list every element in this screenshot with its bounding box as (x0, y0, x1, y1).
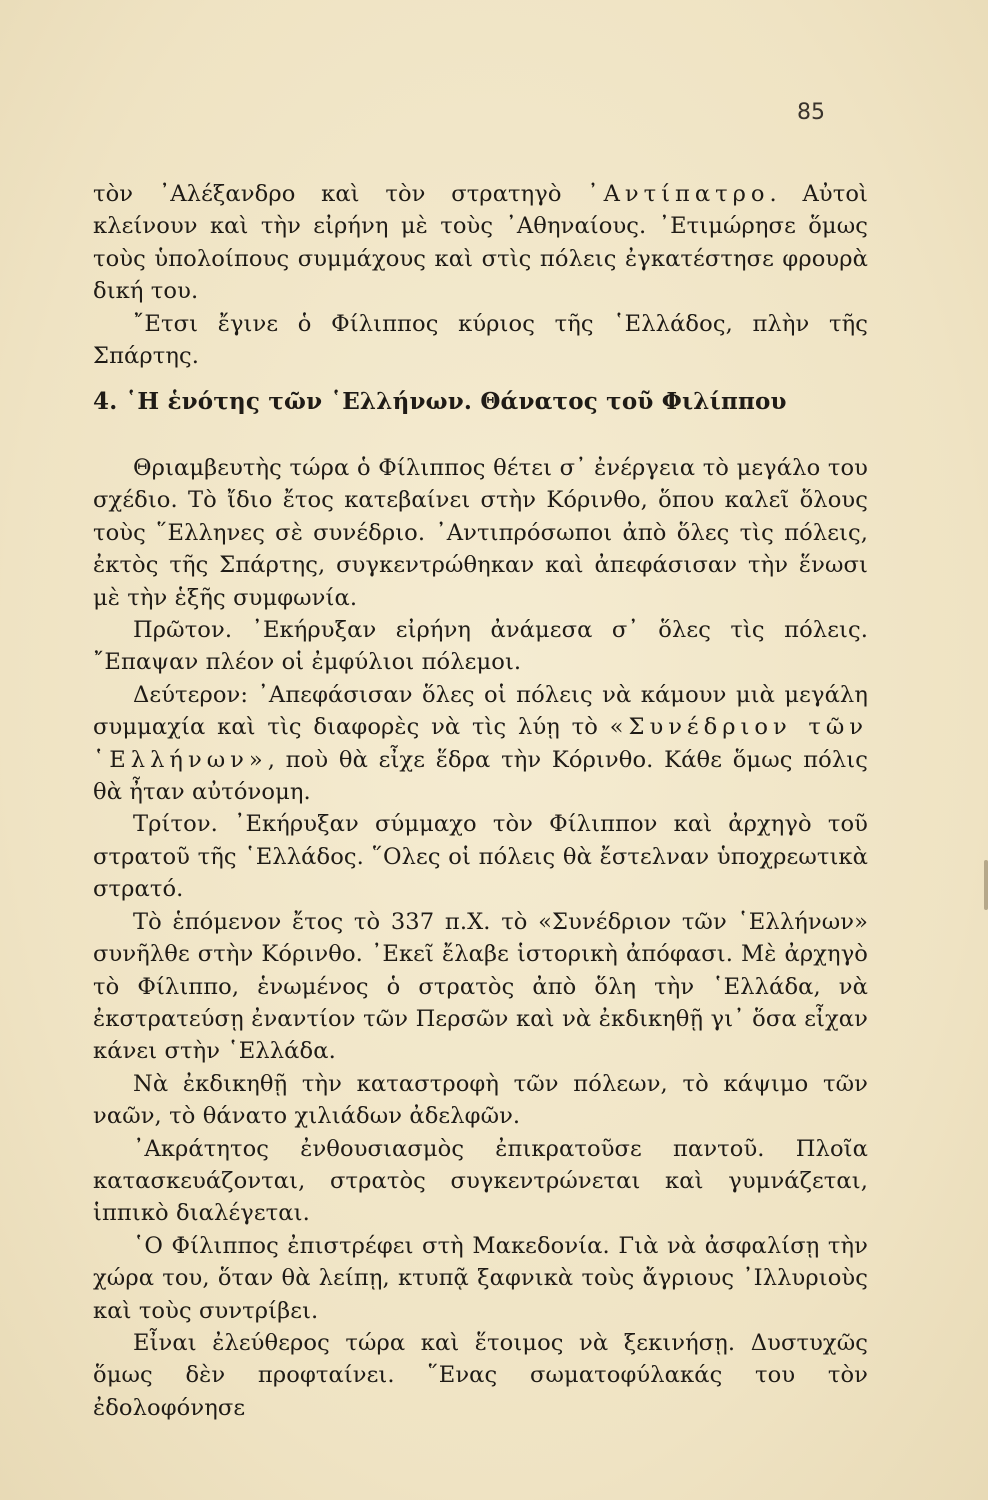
spaced-name-antipatros: ᾿Αντίπατρο (587, 181, 770, 207)
paragraph-greece-ruler: ῎Ετσι ἔγινε ὁ Φίλιππος κύριος τῆς ῾Ελλάδος, πλὴν τῆς Σπάρτης. (93, 310, 868, 370)
paragraph: Πρῶτον. ᾿Εκήρυξαν εἰρήνη ἀνάμεσα σ᾿ ὅλες τὶς πόλεις. ῎Επαψαν πλέον οἱ ἐμφύλιοι πόλεμοι. (93, 617, 868, 676)
text-run: . Αὐτοὶ κλείνουν καὶ τὴν εἰρήνη μὲ τοὺς ᾿Αθηναίους. ᾿Ετιμώρησε ὅμως τοὺς ὑπολοίπους συμμάχους καὶ στὶς πόλεις ἐγκατέστησε φρουρὰ δική του. (93, 181, 868, 305)
text-run: τὸν ᾿Αλέξανδρο καὶ τὸν στρατηγὸ (93, 181, 588, 207)
paragraph: Θριαμβευτὴς τώρα ὁ Φίλιππος θέτει σ᾿ ἐνέργεια τὸ μεγάλο του σχέδιο. Τὸ ἴδιο ἔτος κατεβαίνει στὴν Κόρινθο, ὅπου καλεῖ ὅλους τοὺς ῞Ελληνες σὲ συνέδριο. ᾿Αντιπρόσωποι ἀπὸ ὅλες τὶς πόλεις, ἐκτὸς τῆς Σπάρτης, συγκεντρώθηκαν καὶ ἀπεφάσισαν τὴν ἕνωσι μὲ τὴν ἑξῆς συμφωνία. (93, 455, 868, 611)
paragraph (93, 679, 868, 809)
spaced-name-synedrion: «Συνέδριον τῶν ῾Ελλήνων» (93, 714, 868, 773)
text-run: Δεύτερον: ᾿Απεφάσισαν ὅλες οἱ πόλεις νὰ κάμουν μιὰ μεγάλη συμμαχία καὶ τὶς διαφορὲς νὰ τὶς λύῃ τὸ (93, 681, 868, 741)
paragraph: Τρίτον. ᾿Εκήρυξαν σύμμαχο τὸν Φίλιππον καὶ ἀρχηγὸ τοῦ στρατοῦ τῆς ῾Ελλάδος. ῞Ολες οἱ πόλεις θὰ ἔστελναν ὑποχρεωτικὰ στρατό. (93, 811, 868, 903)
section-heading: 4. ῾Η ἑνότης τῶν ῾Ελλήνων. Θάνατος τοῦ Φιλίππου (93, 388, 787, 415)
paragraph: Τὸ ἑπόμενον ἔτος τὸ 337 π.Χ. τὸ «Συνέδριον τῶν ῾Ελλήνων» συνῆλθε στὴν Κόρινθο. ᾿Εκεῖ ἔλαβε ἱστορικὴ ἀπόφασι. Μὲ ἀρχηγὸ τὸ Φίλιππο, ἑνωμένος ὁ στρατὸς ἀπὸ ὅλη τὴν ῾Ελλάδα, νὰ ἐκστρατεύσῃ ἐναντίον τῶν Περσῶν καὶ νὰ ἐκδικηθῇ γι᾿ ὅσα εἶχαν κάνει στὴν ῾Ελλάδα. (93, 908, 868, 1065)
page-edge-mark (984, 860, 988, 910)
text-run: , ποὺ θὰ εἶχε ἕδρα τὴν Κόρινθο. Κάθε ὅμως πόλις θὰ ἦταν αὐτόνομη. (93, 746, 868, 806)
paragraph: Εἶναι ἐλεύθερος τώρα καὶ ἕτοιμος νὰ ξεκινήσῃ. Δυστυχῶς ὅμως δὲν προφταίνει. ῞Ενας σωματοφύλακάς του τὸν ἐδολοφόνησε (93, 1329, 868, 1421)
section-body (93, 452, 868, 1424)
paragraph: ᾿Ακράτητος ἐνθουσιασμὸς ἐπικρατοῦσε παντοῦ. Πλοῖα κατασκευάζονται, στρατὸς συγκεντρώνεται καὶ γυμνάζεται, ἱππικὸ διαλέγεται. (93, 1135, 868, 1227)
paragraph: ῾Ο Φίλιππος ἐπιστρέφει στὴ Μακεδονία. Γιὰ νὰ ἀσφαλίσῃ τὴν χώρα του, ὅταν θὰ λείπῃ, κτυπᾷ ξαφνικὰ τοὺς ἄγριους ᾿Ιλλυριοὺς καὶ τοὺς συντρίβει. (93, 1232, 868, 1324)
page-number: 85 (797, 100, 825, 125)
paragraph-continuation (93, 178, 868, 308)
continuation-text (93, 178, 868, 372)
paragraph: Νὰ ἐκδικηθῇ τὴν καταστροφὴ τῶν πόλεων, τὸ κάψιμο τῶν ναῶν, τὸ θάνατο χιλιάδων ἀδελφῶν. (93, 1070, 868, 1130)
